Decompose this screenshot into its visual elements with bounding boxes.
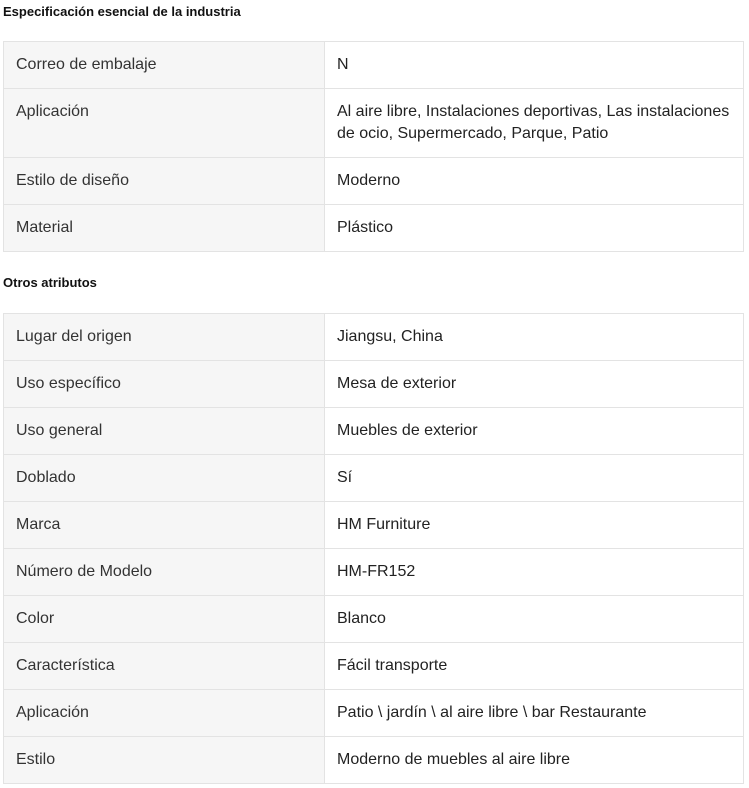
- attribute-key: Estilo: [4, 737, 325, 784]
- section-title-other-attributes: Otros atributos: [3, 275, 97, 290]
- attribute-value: HM-FR152: [325, 549, 744, 596]
- attribute-key: Correo de embalaje: [4, 42, 325, 89]
- table-row: [4, 314, 744, 361]
- table-row: [4, 408, 744, 455]
- table-row: [4, 737, 744, 784]
- attribute-key: Lugar del origen: [4, 314, 325, 361]
- attribute-key: Estilo de diseño: [4, 158, 325, 205]
- table-row: [4, 42, 744, 89]
- table-row: [4, 596, 744, 643]
- attribute-key: Uso general: [4, 408, 325, 455]
- table-row: [4, 502, 744, 549]
- table-row: [4, 549, 744, 596]
- attribute-key: Aplicación: [4, 89, 325, 158]
- attribute-key: Número de Modelo: [4, 549, 325, 596]
- other-attributes-table: [3, 313, 744, 784]
- table-row: [4, 361, 744, 408]
- table-row: [4, 643, 744, 690]
- attribute-key: Marca: [4, 502, 325, 549]
- attribute-value: Jiangsu, China: [325, 314, 744, 361]
- attribute-value: N: [325, 42, 744, 89]
- attribute-value: Moderno de muebles al aire libre: [325, 737, 744, 784]
- attribute-key: Uso específico: [4, 361, 325, 408]
- attribute-value: Sí: [325, 455, 744, 502]
- attribute-key: Característica: [4, 643, 325, 690]
- attribute-value: Muebles de exterior: [325, 408, 744, 455]
- attribute-value: Plástico: [325, 205, 744, 252]
- section-title-industry-specs: Especificación esencial de la industria: [3, 4, 241, 19]
- attribute-key: Doblado: [4, 455, 325, 502]
- attribute-value: Al aire libre, Instalaciones deportivas, Las instalaciones de ocio, Supermercado, Parque, Patio: [325, 89, 744, 158]
- attribute-value: Fácil transporte: [325, 643, 744, 690]
- attribute-key: Color: [4, 596, 325, 643]
- attribute-value: Mesa de exterior: [325, 361, 744, 408]
- table-row: [4, 455, 744, 502]
- attribute-value: Moderno: [325, 158, 744, 205]
- table-row: [4, 158, 744, 205]
- industry-specs-table: [3, 41, 744, 252]
- attribute-key: Aplicación: [4, 690, 325, 737]
- table-row: [4, 690, 744, 737]
- attribute-key: Material: [4, 205, 325, 252]
- table-row: [4, 205, 744, 252]
- attribute-value: Patio \ jardín \ al aire libre \ bar Restaurante: [325, 690, 744, 737]
- table-row: [4, 89, 744, 158]
- attribute-value: HM Furniture: [325, 502, 744, 549]
- attribute-value: Blanco: [325, 596, 744, 643]
